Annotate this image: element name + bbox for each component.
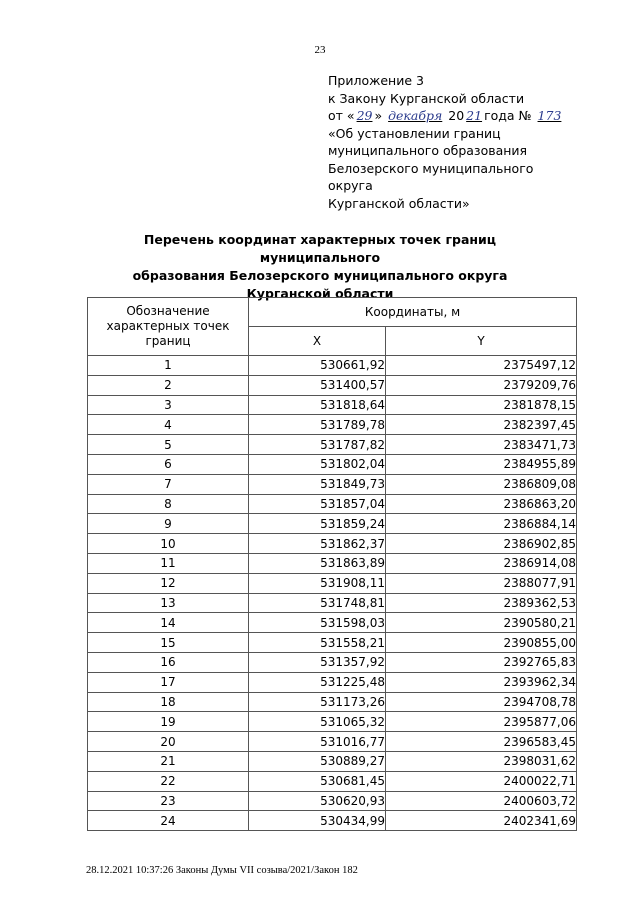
appendix-word: Курганской — [389, 90, 467, 106]
title-line: Перечень координат характерных точек границ муниципального — [143, 232, 497, 265]
y-coordinate-cell: 2375497,12 — [386, 356, 577, 376]
table-row — [88, 732, 577, 752]
x-coordinate-cell: 531016,77 — [249, 732, 386, 752]
appendix-word: области — [470, 90, 525, 106]
x-coordinate-cell: 531863,89 — [249, 553, 386, 573]
appendix-word: образования — [442, 143, 528, 158]
x-coordinate-cell: 531065,32 — [249, 712, 386, 732]
y-coordinate-cell: 2389362,53 — [386, 593, 577, 613]
point-number-cell: 8 — [88, 494, 249, 514]
point-number-cell: 21 — [88, 751, 249, 771]
table-row — [88, 593, 577, 613]
x-coordinate-cell: 531225,48 — [249, 672, 386, 692]
table-row — [88, 573, 577, 593]
point-number-cell: 24 — [88, 811, 249, 831]
appendix-law-line — [328, 90, 574, 108]
y-coordinate-cell: 2386902,85 — [386, 534, 577, 554]
y-coordinate-cell: 2393962,34 — [386, 672, 577, 692]
point-number-cell: 16 — [88, 652, 249, 672]
y-coordinate-cell: 2386809,08 — [386, 474, 577, 494]
table-row — [88, 435, 577, 455]
table-row — [88, 811, 577, 831]
header-y: Y — [386, 327, 577, 356]
x-coordinate-cell: 531787,82 — [249, 435, 386, 455]
x-coordinate-cell: 531748,81 — [249, 593, 386, 613]
point-number-cell: 12 — [88, 573, 249, 593]
x-coordinate-cell: 530434,99 — [249, 811, 386, 831]
x-coordinate-cell: 530661,92 — [249, 356, 386, 376]
x-coordinate-cell: 531789,78 — [249, 415, 386, 435]
table-row — [88, 771, 577, 791]
table-row — [88, 633, 577, 653]
table-row — [88, 494, 577, 514]
handwritten-month: декабря — [388, 108, 443, 123]
y-coordinate-cell: 2392765,83 — [386, 652, 577, 672]
point-number-cell: 2 — [88, 375, 249, 395]
coordinates-table — [87, 297, 577, 831]
y-coordinate-cell: 2402341,69 — [386, 811, 577, 831]
page-number: 23 — [314, 44, 326, 56]
point-number-cell: 3 — [88, 395, 249, 415]
table-row — [88, 712, 577, 732]
table-row — [88, 751, 577, 771]
x-coordinate-cell: 531558,21 — [249, 633, 386, 653]
x-coordinate-cell: 531908,11 — [249, 573, 386, 593]
y-coordinate-cell: 2384955,89 — [386, 454, 577, 474]
appendix-date-line — [328, 107, 574, 125]
x-coordinate-cell: 531357,92 — [249, 652, 386, 672]
y-coordinate-cell: 2400603,72 — [386, 791, 577, 811]
y-coordinate-cell: 2383471,73 — [386, 435, 577, 455]
point-number-cell: 11 — [88, 553, 249, 573]
appendix-word: муниципального — [328, 143, 439, 158]
handwritten-day: 29 — [356, 108, 373, 123]
appendix-subject-line — [328, 142, 574, 160]
point-number-cell: 23 — [88, 791, 249, 811]
handwritten-year: 21 — [466, 108, 483, 123]
x-coordinate-cell: 531802,04 — [249, 454, 386, 474]
x-coordinate-cell: 531173,26 — [249, 692, 386, 712]
y-coordinate-cell: 2379209,76 — [386, 375, 577, 395]
point-number-cell: 1 — [88, 356, 249, 376]
y-coordinate-cell: 2390580,21 — [386, 613, 577, 633]
point-number-cell: 9 — [88, 514, 249, 534]
y-coordinate-cell: 2382397,45 — [386, 415, 577, 435]
appendix-word: границ — [453, 125, 501, 141]
x-coordinate-cell: 530889,27 — [249, 751, 386, 771]
x-coordinate-cell: 531849,73 — [249, 474, 386, 494]
x-coordinate-cell: 531859,24 — [249, 514, 386, 534]
table-body — [88, 356, 577, 831]
table-row — [88, 375, 577, 395]
point-number-cell: 10 — [88, 534, 249, 554]
y-coordinate-cell: 2396583,45 — [386, 732, 577, 752]
table-row — [88, 356, 577, 376]
header-designation: Обозначение характерных точек границ — [88, 298, 249, 356]
y-coordinate-cell: 2390855,00 — [386, 633, 577, 653]
appendix-word: «Об — [328, 125, 354, 141]
appendix-block — [328, 72, 574, 212]
point-number-cell: 19 — [88, 712, 249, 732]
table-row — [88, 454, 577, 474]
x-coordinate-cell: 531857,04 — [249, 494, 386, 514]
header-x: X — [249, 327, 386, 356]
table-row — [88, 395, 577, 415]
y-coordinate-cell: 2386914,08 — [386, 553, 577, 573]
appendix-title: Приложение 3 — [328, 73, 424, 88]
header-coordinates: Координаты, м — [249, 298, 577, 327]
appendix-word: Закону — [339, 90, 386, 106]
x-coordinate-cell: 531862,37 — [249, 534, 386, 554]
point-number-cell: 17 — [88, 672, 249, 692]
x-coordinate-cell: 530620,93 — [249, 791, 386, 811]
y-coordinate-cell: 2398031,62 — [386, 751, 577, 771]
y-coordinate-cell: 2394708,78 — [386, 692, 577, 712]
date-prefix: от « — [328, 108, 355, 123]
x-coordinate-cell: 531400,57 — [249, 375, 386, 395]
point-number-cell: 7 — [88, 474, 249, 494]
table-row — [88, 692, 577, 712]
x-coordinate-cell: 531818,64 — [249, 395, 386, 415]
point-number-cell: 4 — [88, 415, 249, 435]
appendix-subject-line: Курганской области» — [328, 195, 470, 211]
point-number-cell: 22 — [88, 771, 249, 791]
point-number-cell: 15 — [88, 633, 249, 653]
year-prefix: 20 — [448, 108, 465, 123]
handwritten-law-number: 173 — [537, 108, 562, 123]
y-coordinate-cell: 2400022,71 — [386, 771, 577, 791]
y-coordinate-cell: 2386884,14 — [386, 514, 577, 534]
title-line: образования Белозерского муниципального округа — [132, 268, 508, 283]
table-row — [88, 514, 577, 534]
footer-stamp: 28.12.2021 10:37:26 Законы Думы VII созыва/2021/Закон 182 — [86, 865, 358, 876]
table-row — [88, 415, 577, 435]
point-number-cell: 20 — [88, 732, 249, 752]
table-row — [88, 553, 577, 573]
y-coordinate-cell: 2388077,91 — [386, 573, 577, 593]
year-label: года № — [484, 108, 532, 123]
point-number-cell: 18 — [88, 692, 249, 712]
x-coordinate-cell: 530681,45 — [249, 771, 386, 791]
appendix-word: к — [328, 90, 336, 106]
point-number-cell: 14 — [88, 613, 249, 633]
appendix-subject-line: Белозерского муниципального округа — [328, 160, 534, 193]
title-line: Курганской области — [246, 286, 394, 301]
table-row — [88, 652, 577, 672]
appendix-subject-line — [328, 125, 574, 143]
table-row — [88, 613, 577, 633]
y-coordinate-cell: 2381878,15 — [386, 395, 577, 415]
document-title — [100, 231, 540, 303]
y-coordinate-cell: 2386863,20 — [386, 494, 577, 514]
appendix-word: установлении — [357, 125, 450, 141]
x-coordinate-cell: 531598,03 — [249, 613, 386, 633]
table-row — [88, 672, 577, 692]
table-row — [88, 474, 577, 494]
table-row — [88, 534, 577, 554]
table-row — [88, 791, 577, 811]
point-number-cell: 13 — [88, 593, 249, 613]
date-quote: » — [374, 108, 383, 123]
point-number-cell: 6 — [88, 454, 249, 474]
y-coordinate-cell: 2395877,06 — [386, 712, 577, 732]
point-number-cell: 5 — [88, 435, 249, 455]
